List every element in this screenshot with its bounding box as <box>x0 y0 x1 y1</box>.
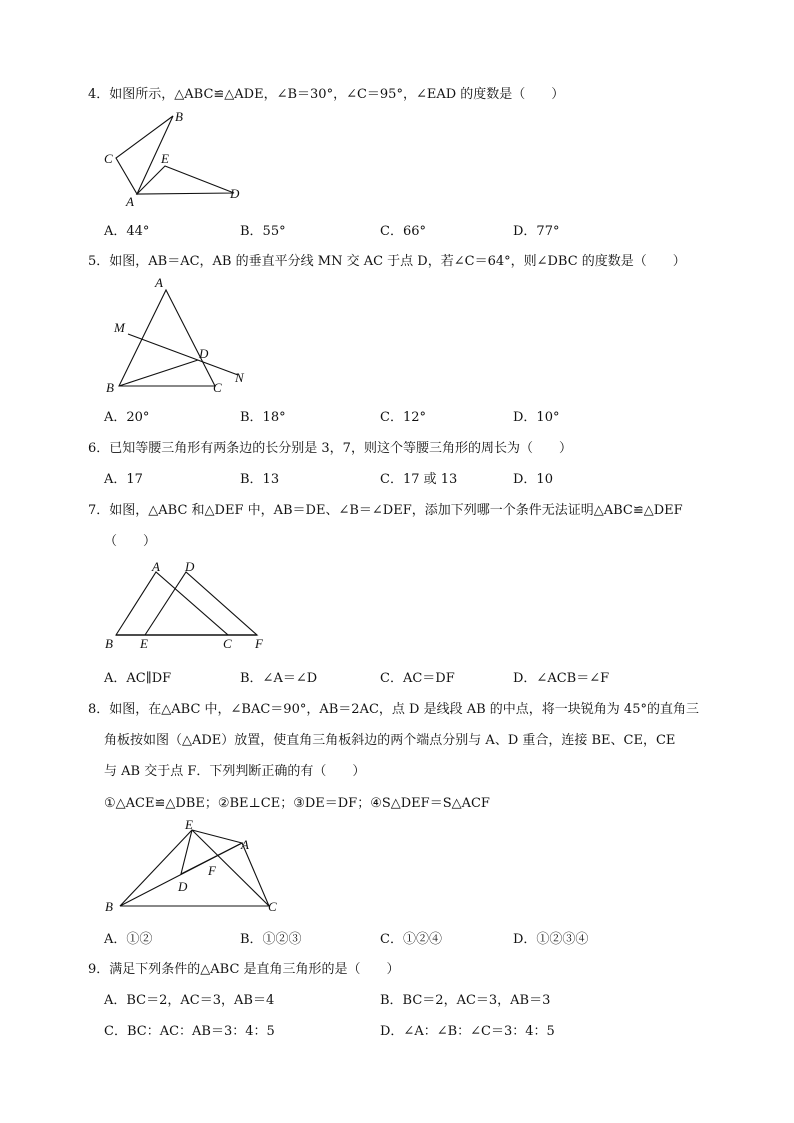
q5-label-n: N <box>235 370 244 385</box>
q8-label-a: A <box>241 837 249 852</box>
q4-option-b[interactable]: B．55° <box>240 224 286 239</box>
q7-stem: 7．如图，△ABC 和△DEF 中，AB＝DE、∠B＝∠DEF，添加下列哪一个条件无法证明△ABC≌△DEF <box>88 503 683 518</box>
q5-line-mn <box>128 334 238 375</box>
q9-stem: 9．满足下列条件的△ABC 是直角三角形的是（ ） <box>88 962 400 977</box>
q5-option-b[interactable]: B．18° <box>240 410 286 425</box>
q7-option-d[interactable]: D．∠ACB＝∠F <box>513 671 610 686</box>
q8-label-d: D <box>178 879 188 894</box>
q5-option-a[interactable]: A．20° <box>104 410 150 425</box>
q8-label-f: F <box>208 863 216 878</box>
q8-label-e: E <box>185 817 193 832</box>
q7-option-c[interactable]: C．AC＝DF <box>380 671 455 686</box>
q8-stem-line2: 角板按如图（△ADE）放置，使直角三角板斜边的两个端点分别与 A、D 重合，连接 BE、CE，CE <box>104 733 676 748</box>
q5-label-m: M <box>114 320 125 335</box>
q7-label-f: F <box>255 636 263 651</box>
q8-stem: 8．如图，在△ABC 中，∠BAC＝90°，AB＝2AC，点 D 是线段 AB 的中点，将一块锐角为 45°的直角三 <box>88 702 699 717</box>
q5-triangle-abc <box>119 290 215 386</box>
q6-option-a[interactable]: A．17 <box>104 472 143 487</box>
q4-figure <box>95 105 255 210</box>
q7-option-a[interactable]: A．AC∥DF <box>104 671 172 686</box>
q5-figure <box>100 272 260 397</box>
q4-label-c: C <box>104 151 113 166</box>
q9-option-a[interactable]: A．BC＝2，AC＝3，AB＝4 <box>104 993 275 1008</box>
q7-triangle-def <box>145 572 257 635</box>
q8-segment-ce <box>192 830 269 906</box>
q8-segment-be <box>120 830 192 906</box>
q4-triangle-ade <box>137 166 234 194</box>
q8-triangle-abc <box>120 843 269 906</box>
q5-option-d[interactable]: D．10° <box>513 410 560 425</box>
q4-label-e: E <box>161 151 169 166</box>
q5-label-c: C <box>213 380 222 395</box>
q8-statements: ①△ACE≌△DBE；②BE⊥CE；③DE＝DF；④S△DEF＝S△ACF <box>104 796 490 811</box>
q6-stem: 6．已知等腰三角形有两条边的长分别是 3，7，则这个等腰三角形的周长为（ ） <box>88 441 572 456</box>
q4-option-d[interactable]: D．77° <box>513 224 560 239</box>
q7-label-a: A <box>152 559 160 574</box>
q8-option-d[interactable]: D．①②③④ <box>513 932 589 947</box>
q5-segment-bd <box>119 360 198 386</box>
q7-label-e: E <box>140 636 148 651</box>
q4-label-b: B <box>175 109 183 124</box>
q6-option-d[interactable]: D．10 <box>513 472 553 487</box>
q8-label-c: C <box>268 899 277 914</box>
q7-triangle-abc <box>116 572 228 635</box>
q8-option-a[interactable]: A．①② <box>104 932 153 947</box>
q7-stem-line2: （ ） <box>104 534 157 549</box>
q5-label-b: B <box>106 380 114 395</box>
q5-option-c[interactable]: C．12° <box>380 410 426 425</box>
q8-stem-line3: 与 AB 交于点 F．下列判断正确的有（ ） <box>104 764 366 779</box>
q4-option-a[interactable]: A．44° <box>104 224 150 239</box>
q8-option-b[interactable]: B．①②③ <box>240 932 302 947</box>
q9-option-c[interactable]: C．BC：AC：AB＝3：4：5 <box>104 1024 275 1039</box>
q4-option-c[interactable]: C．66° <box>380 224 426 239</box>
q8-option-c[interactable]: C．①②④ <box>380 932 442 947</box>
q9-option-b[interactable]: B．BC＝2，AC＝3，AB＝3 <box>380 993 551 1008</box>
q7-label-d: D <box>185 559 195 574</box>
q4-label-d: D <box>230 186 240 201</box>
q5-stem: 5．如图，AB＝AC，AB 的垂直平分线 MN 交 AC 于点 D，若∠C＝64°，则∠DBC 的度数是（ ） <box>88 254 686 269</box>
q4-label-a: A <box>126 194 134 209</box>
q9-option-d[interactable]: D．∠A：∠B：∠C＝3：4：5 <box>380 1024 555 1039</box>
q6-option-c[interactable]: C．17 或 13 <box>380 472 458 487</box>
q7-option-b[interactable]: B．∠A＝∠D <box>240 671 318 686</box>
q8-label-b: B <box>105 899 113 914</box>
q6-option-b[interactable]: B．13 <box>240 472 280 487</box>
q4-stem: 4．如图所示，△ABC≌△ADE，∠B＝30°，∠C＝95°，∠EAD 的度数是（ ） <box>88 87 565 102</box>
q8-figure <box>100 815 290 920</box>
q7-label-c: C <box>223 636 232 651</box>
q7-label-b: B <box>105 636 113 651</box>
q5-label-d: D <box>199 346 209 361</box>
q7-figure <box>100 558 275 653</box>
q5-label-a: A <box>155 275 163 290</box>
